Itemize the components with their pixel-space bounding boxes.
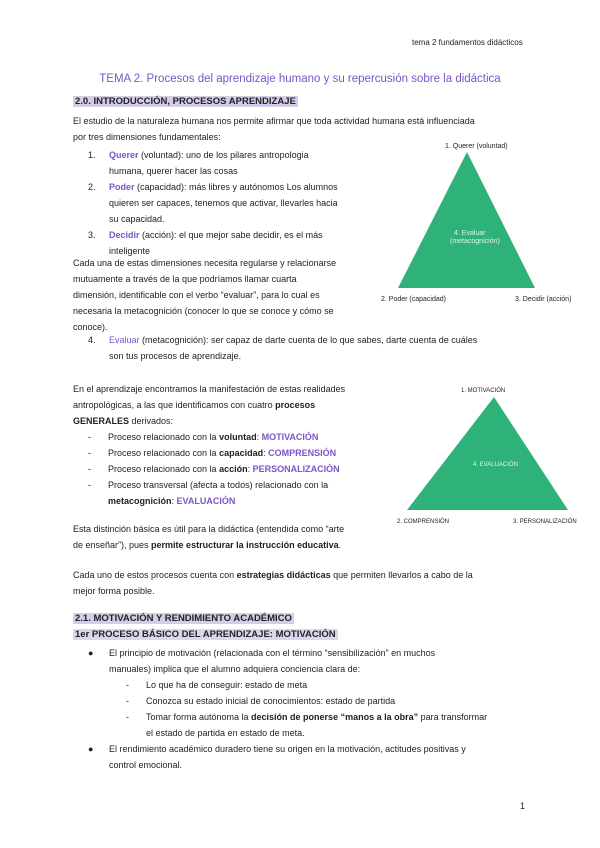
process-key: capacidad xyxy=(219,448,264,458)
strategies-paragraph xyxy=(73,567,543,599)
triangle-fill xyxy=(407,397,568,510)
dimension-text: (voluntad): uno de los pilares antropologia xyxy=(138,150,309,160)
dot-bullet: ● xyxy=(88,648,94,658)
triangle-shape xyxy=(393,385,588,535)
process-key: acción xyxy=(219,464,248,474)
process-sep: : xyxy=(256,432,262,442)
process-text: Proceso relacionado con la xyxy=(108,432,220,442)
dimension-text: humana, querer hacer las cosas xyxy=(109,166,238,176)
paragraph-bold: procesos xyxy=(275,400,316,410)
list-number: 4. xyxy=(88,335,96,345)
section-heading-intro: 2.0. INTRODUCCIÓN, PROCESOS APRENDIZAJE xyxy=(75,96,296,107)
paragraph-line: Cada una de estas dimensiones necesita regularse y relacionarse xyxy=(73,258,337,268)
triangle-fill xyxy=(398,152,535,288)
motivation-list xyxy=(88,645,548,773)
paragraph-line: Esta distinción básica es útil para la didáctica (entendida como “arte xyxy=(73,524,345,534)
section-heading-motivation: 2.1. MOTIVACIÓN Y RENDIMIENTO ACADÉMICO xyxy=(75,613,292,624)
paragraph-line: El rendimiento académico duradero tiene su origen en la motivación, actitudes positivas y xyxy=(109,744,466,754)
process-value: EVALUACIÓN xyxy=(176,496,236,506)
sub-item-text: Lo que ha de conseguir: estado de meta xyxy=(146,680,308,690)
dimension-text: son tus procesos de aprendizaje. xyxy=(109,351,242,361)
sub-list-item xyxy=(88,709,548,741)
document-title: TEMA 2. Procesos del aprendizaje humano y su repercusión sobre la didáctica xyxy=(99,73,501,85)
process-text: Proceso transversal (afecta a todos) relacionado con la xyxy=(108,480,329,490)
page-number: 1 xyxy=(520,801,526,811)
paragraph-line: mejor forma posible. xyxy=(73,586,155,596)
dash-bullet: - xyxy=(88,480,91,490)
dimension-text: (metacognición): ser capaz de darte cuenta de lo que sabes, darte cuenta de cuáles xyxy=(139,335,478,345)
list-item xyxy=(88,445,388,461)
evaluate-paragraph xyxy=(73,255,383,335)
sub-item-text: para transformar xyxy=(418,712,488,722)
triangle-label-right: 3. Decidir (acción) xyxy=(515,296,572,303)
dash-bullet: - xyxy=(88,448,91,458)
paragraph-text: derivados: xyxy=(129,416,174,426)
processes-triangle-diagram xyxy=(393,385,588,535)
process-value: MOTIVACIÓN xyxy=(261,432,319,442)
triangle-shape xyxy=(375,138,555,310)
dimension-text: (acción): el que mejor sabe decidir, es el más xyxy=(139,230,323,240)
sub-list-item xyxy=(88,677,548,693)
process-value: PERSONALIZACIÓN xyxy=(252,464,340,474)
dimension-term: Decidir xyxy=(109,230,140,240)
triangle-label-left: 2. Poder (capacidad) xyxy=(381,296,446,303)
dash-bullet: - xyxy=(88,464,91,474)
paragraph-text: de enseñar”), pues xyxy=(73,540,152,550)
dimension-term: Poder xyxy=(109,182,135,192)
triangle-label-left: 2. COMPRENSIÓN xyxy=(397,519,450,525)
paragraph-text: . xyxy=(338,540,342,550)
intro-line: por tres dimensiones fundamentales: xyxy=(73,132,221,142)
dimension-term: Evaluar xyxy=(109,335,140,345)
dimension-text: su capacidad. xyxy=(109,214,165,224)
paragraph-bold: estrategias didácticas xyxy=(236,570,331,580)
dash-bullet: - xyxy=(126,696,129,706)
list-item xyxy=(88,645,548,677)
paragraph-text: Cada uno de estos procesos cuenta con xyxy=(73,570,237,580)
distinction-paragraph xyxy=(73,521,393,553)
sub-item-bold: decisión de ponerse “manos a la obra” xyxy=(251,712,419,722)
process-value: COMPRENSIÓN xyxy=(268,448,337,458)
paragraph-line: En el aprendizaje encontramos la manifestación de estas realidades xyxy=(73,384,346,394)
process-key: voluntad xyxy=(219,432,257,442)
paragraph-text: antropológicas, a las que identificamos con cuatro xyxy=(73,400,276,410)
process-sep: : xyxy=(247,464,253,474)
paragraph-text: que permiten llevarlos a cabo de la xyxy=(330,570,473,580)
dimension-text: inteligente xyxy=(109,246,151,256)
dash-bullet: - xyxy=(126,712,129,722)
list-item xyxy=(88,461,388,477)
paragraph-line: control emocional. xyxy=(109,760,183,770)
process-sep: : xyxy=(171,496,177,506)
dash-bullet: - xyxy=(126,680,129,690)
paragraph-line: El principio de motivación (relacionada con el término “sensibilización” en muchos xyxy=(109,648,436,658)
dimension-text: quieren ser capaces, tenemos que activar, llevarles hacia xyxy=(109,198,338,208)
list-number: 2. xyxy=(88,182,96,192)
processes-list xyxy=(88,429,388,509)
list-item xyxy=(88,147,378,179)
sub-item-text: Conozca su estado inicial de conocimientos: estado de partida xyxy=(146,696,396,706)
dimensions-list xyxy=(88,147,378,259)
list-item xyxy=(88,179,378,227)
list-item xyxy=(88,741,548,773)
triangle-label-center: 4. EVALUACIÓN xyxy=(473,462,518,468)
sub-item-text: Tomar forma autónoma la xyxy=(146,712,252,722)
paragraph-line: manuales) implica que el alumno adquiera conciencia clara de: xyxy=(109,664,361,674)
process-key: metacognición xyxy=(108,496,172,506)
dimensions-triangle-diagram xyxy=(375,138,572,310)
paragraph-bold: permite estructurar la instrucción educativa xyxy=(151,540,339,550)
intro-line: El estudio de la naturaleza humana nos permite afirmar que toda actividad humana está influenciada xyxy=(73,116,475,126)
paragraph-line: mutuamente a través de la que podríamos llamar cuarta xyxy=(73,274,297,284)
process-sep: : xyxy=(263,448,269,458)
paragraph-bold: GENERALES xyxy=(73,416,130,426)
triangle-label-center-sub: (metacognición) xyxy=(450,238,500,245)
running-header: tema 2 fundamentos didácticos xyxy=(412,38,523,47)
dimension-term: Querer xyxy=(109,150,139,160)
dot-bullet: ● xyxy=(88,744,94,754)
list-item xyxy=(88,332,569,364)
paragraph-line: necesaria la metacognición (conocer lo que se conoce y cómo se xyxy=(73,306,334,316)
process-text: Proceso relacionado con la xyxy=(108,448,220,458)
dash-bullet: - xyxy=(88,432,91,442)
sub-item-text: el estado de partida en estado de meta. xyxy=(146,728,305,738)
list-number: 3. xyxy=(88,230,96,240)
list-number: 1. xyxy=(88,150,96,160)
list-item xyxy=(88,477,388,509)
sub-list-item xyxy=(88,693,548,709)
triangle-label-top: 1. Querer (voluntad) xyxy=(445,143,508,150)
triangle-label-top: 1. MOTIVACIÓN xyxy=(461,388,506,394)
paragraph-line: conoce). xyxy=(73,322,108,332)
process-text: Proceso relacionado con la xyxy=(108,464,220,474)
dimension-text: (capacidad): más libres y autónomos Los alumnos xyxy=(134,182,338,192)
paragraph-line: dimensión, identificable con el verbo “evaluar”, para lo cual es xyxy=(73,290,320,300)
list-item xyxy=(88,429,388,445)
triangle-label-right: 3. PERSONALIZACIÓN xyxy=(513,519,577,525)
subsection-heading: 1er PROCESO BÁSICO DEL APRENDIZAJE: MOTIVACIÓN xyxy=(75,629,336,640)
learning-paragraph xyxy=(73,381,393,429)
triangle-label-center: 4. Evaluar xyxy=(454,230,486,237)
